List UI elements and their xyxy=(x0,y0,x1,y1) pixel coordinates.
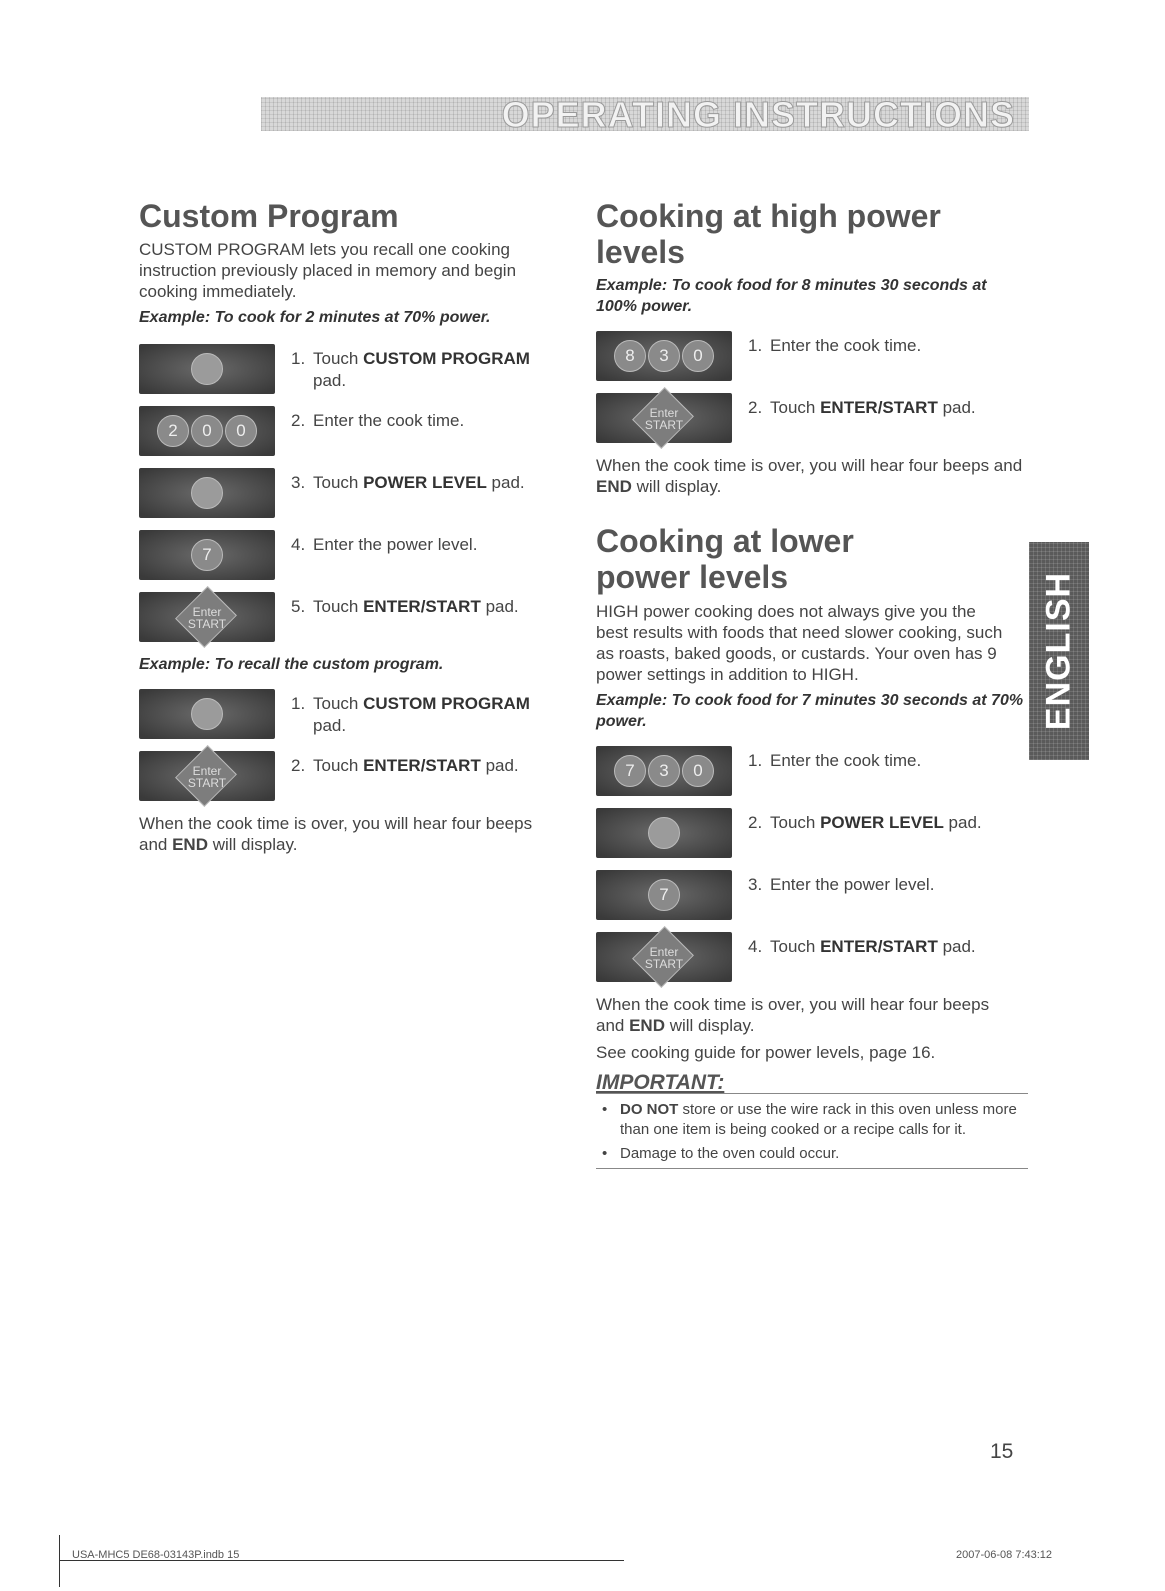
number-pad-image xyxy=(596,746,732,796)
step-text: 3. Enter the power level. xyxy=(748,875,935,894)
digit-2-button: 2 xyxy=(157,415,189,447)
custom-program-pad-image xyxy=(139,689,275,739)
example-high-power: Example: To cook food for 8 minutes 30 seconds at 100% power. xyxy=(596,277,987,315)
step-text: 3. Touch POWER LEVEL pad. xyxy=(291,473,525,492)
power-level-pad-image xyxy=(596,808,732,858)
digit-7-button: 7 xyxy=(191,539,223,571)
pad-button-icon xyxy=(648,817,680,849)
high-power-heading: Cooking at high power levels xyxy=(596,198,941,270)
digit-7-button: 7 xyxy=(648,879,680,911)
digit-0-button: 0 xyxy=(191,415,223,447)
step-text: 2. Touch ENTER/START pad. xyxy=(748,398,976,417)
closing-text: When the cook time is over, you will hear four beeps and END will display. xyxy=(596,456,1023,496)
enter-start-diamond-icon: Enter START xyxy=(172,759,242,793)
step-enter-power-level xyxy=(139,530,559,592)
digit-0-button: 0 xyxy=(682,755,714,787)
step-text: 2. Touch ENTER/START pad. xyxy=(291,756,519,775)
step-text: 2. Touch POWER LEVEL pad. xyxy=(748,813,982,832)
pad-button-icon xyxy=(191,353,223,385)
number-pad-image xyxy=(596,870,732,920)
digit-0-button: 0 xyxy=(225,415,257,447)
enter-start-diamond-icon: Enter START xyxy=(629,940,699,974)
step-text: 4. Enter the power level. xyxy=(291,535,478,554)
step-enter-power-level xyxy=(596,870,1028,932)
step-power-level xyxy=(139,468,559,530)
enter-start-diamond-icon: Enter START xyxy=(629,401,699,435)
important-heading: IMPORTANT: xyxy=(596,1071,725,1094)
step-text: 1. Touch CUSTOM PROGRAM pad. xyxy=(291,349,530,390)
lower-power-intro: HIGH power cooking does not always give you the best results with foods that need slower cooking, such as roasts, baked goods, or custards. Your oven has 9 power settings in addition to HIGH. xyxy=(596,602,1003,684)
digit-3-button: 3 xyxy=(648,340,680,372)
step-enter-cook-time xyxy=(596,746,1028,808)
list-item: • Damage to the oven could occur. xyxy=(596,1144,1028,1164)
footer-timestamp: 2007-06-08 7:43:12 xyxy=(956,1549,1053,1561)
language-tab-label: ENGLISH xyxy=(1039,571,1078,731)
important-divider xyxy=(596,1168,1028,1169)
step-enter-start xyxy=(596,393,1028,455)
step-text: 1. Enter the cook time. xyxy=(748,751,922,770)
closing-text: When the cook time is over, you will hear four beeps and END will display. xyxy=(596,995,990,1035)
power-level-pad-image xyxy=(139,468,275,518)
closing-text: When the cook time is over, you will hear four beeps and END will display. xyxy=(139,814,533,854)
digit-3-button: 3 xyxy=(648,755,680,787)
step-enter-start xyxy=(596,932,1028,994)
step-text: 5. Touch ENTER/START pad. xyxy=(291,597,519,616)
step-text: 2. Enter the cook time. xyxy=(291,411,465,430)
number-pad-image xyxy=(596,331,732,381)
important-list xyxy=(596,1100,1028,1164)
list-item: • DO NOT store or use the wire rack in this oven unless more than one item is being cooked or a recipe calls for it. xyxy=(596,1100,1028,1140)
step-custom-program xyxy=(139,689,559,751)
crop-mark xyxy=(59,1535,60,1587)
number-pad-image xyxy=(139,406,275,456)
step-text: 4. Touch ENTER/START pad. xyxy=(748,937,976,956)
step-enter-start xyxy=(139,751,559,813)
lower-power-heading: Cooking at lower power levels xyxy=(596,523,854,595)
example-lower-power: Example: To cook food for 7 minutes 30 seconds at 70% power. xyxy=(596,692,1024,730)
pad-button-icon xyxy=(191,698,223,730)
example-cook-2-min: Example: To cook for 2 minutes at 70% power. xyxy=(139,309,491,326)
step-power-level xyxy=(596,808,1028,870)
step-text: 1. Enter the cook time. xyxy=(748,336,922,355)
custom-program-intro: CUSTOM PROGRAM lets you recall one cooking instruction previously placed in memory and begin cooking immediately. xyxy=(139,240,517,301)
enter-start-pad-image xyxy=(139,751,275,801)
digit-8-button: 8 xyxy=(614,340,646,372)
digit-0-button: 0 xyxy=(682,340,714,372)
page-number: 15 xyxy=(990,1440,1014,1463)
footer-file-info: USA-MHC5 DE68-03143P.indb 15 xyxy=(72,1549,240,1561)
right-column xyxy=(596,198,1028,1169)
step-custom-program xyxy=(139,344,559,406)
example-recall: Example: To recall the custom program. xyxy=(139,656,444,673)
section-banner xyxy=(261,97,1029,131)
banner-title: OPERATING INSTRUCTIONS xyxy=(501,97,1015,131)
language-tab xyxy=(1029,542,1089,760)
step-text: 1. Touch CUSTOM PROGRAM pad. xyxy=(291,694,530,735)
left-column xyxy=(139,198,559,855)
step-enter-start xyxy=(139,592,559,654)
step-enter-cook-time xyxy=(139,406,559,468)
custom-program-heading: Custom Program xyxy=(139,198,399,234)
number-pad-image xyxy=(139,530,275,580)
see-guide-text: See cooking guide for power levels, page 16. xyxy=(596,1043,936,1062)
custom-program-pad-image xyxy=(139,344,275,394)
digit-7-button: 7 xyxy=(614,755,646,787)
enter-start-pad-image xyxy=(139,592,275,642)
enter-start-pad-image xyxy=(596,932,732,982)
step-enter-cook-time xyxy=(596,331,1028,393)
enter-start-diamond-icon: Enter START xyxy=(172,600,242,634)
pad-button-icon xyxy=(191,477,223,509)
enter-start-pad-image xyxy=(596,393,732,443)
